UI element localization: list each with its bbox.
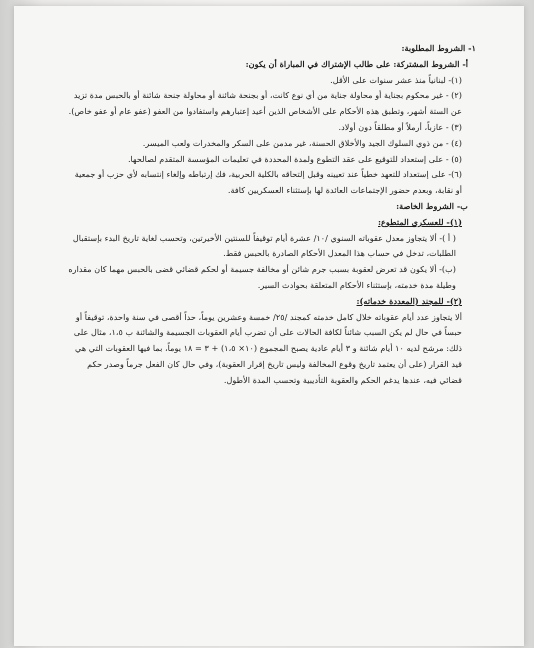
section-heading: ١- الشروط المطلوبة: <box>401 43 476 53</box>
common-condition-4: (٤) - من ذوي السلوك الجيد والأخلاق الحسنة، غير مدمن على السكر والمخدرات ولعب الميسر. <box>142 137 462 148</box>
document-body <box>66 41 476 389</box>
conscript-condition: ألا يتجاوز عدد أيام عقوباته خلال كامل خدمته كمجند /٢٥/ خمسة وعشرين يوماً، حداً أقصى في سنة واحدة، توقيفاً أو حبساً في حال لم يكن السبب شائناً لكافة الحالات على أن تضرب أيام العقوبات الجسيمة والشائنة ب ١،٥، مثال على ذلك: مرشح لديه ١٠ أيام شائنة و ٣ أيام عادية يصبح المجموع (١٠× ١،٥) + ٣ = ١٨ يوماً، بما فيها العقوبات التي هي قيد القرار (على أن يعتمد تاريخ وقوع المخالفة وليس تاريخ إقرار العقوبة)، وفي حال كان الفعل جرماً وصدر حكم قضائي فيه، عندها يدغم الحكم والعقوبة التأديبية وتحسب المدة الأطول. <box>73 311 462 385</box>
special-conditions-heading: ب- الشروط الخاصة: <box>396 200 468 211</box>
common-condition-5: (٥) - على إستعداد للتوقيع على عقد التطوع ولمدة المحددة في تعليمات المؤسسة المتقدم لصالحها. <box>127 153 462 164</box>
conscript-heading: (٢)- للمجند (المعددة خدماته): <box>356 295 462 306</box>
volunteer-condition-a: ( أ )- ألا يتجاوز معدل عقوباته السنوي /١٠/ عشرة أيام توقيفاً للسنتين الأخيرتين، وتحسب لغاية تاريخ البدء بإستقبال الطلبات، تدخل في حساب هذا المعدل الأحكام الصادرة بالحبس فقط. <box>72 232 456 259</box>
common-condition-1: (١)- لبنانياً منذ عشر سنوات على الأقل. <box>330 74 462 85</box>
common-condition-3: (٣) - عازباً، أرملاً أو مطلقاً دون أولاد. <box>338 121 462 132</box>
volunteer-heading: (١)- للعسكري المتطوع: <box>378 216 462 227</box>
volunteer-condition-b: (ب)- ألا يكون قد تعرض لعقوبة بسبب جرم شائن أو مخالفة جسيمة أو لحكم قضائي قضى بالحبس مهما كان مقداره وطيلة مدة خدمته، بإستثناء الأحكام المتعلقة بحوادث السير. <box>68 264 456 290</box>
common-condition-6: (٦)- على إستعداد للتعهد خطياً عند تعيينه وقبل إلتحاقه بالكلية الحربية، فك إرتباطه وإلغاء إنتسابه لأي حزب أو جمعية أو نقابة، وبعدم حضور الإجتماعات العائدة لها بإستثناء العسكريين كافة. <box>74 169 462 196</box>
common-condition-2: (٢) - غير محكوم بجناية أو محاولة جناية من أي نوع كانت، أو بجنحة شائنة أو محاولة جنحة شائنة أو بالحبس مدة تزيد عن الستة أشهر، وتطبق هذه الأحكام على الأشخاص الذين أعيد إعتبارهم واستفادوا من العفو (عفو عام أو عفو خاص). <box>68 90 462 117</box>
common-conditions-heading: أ- الشروط المشتركة: على طالب الإشتراك في المباراة أن يكون: <box>245 58 468 69</box>
